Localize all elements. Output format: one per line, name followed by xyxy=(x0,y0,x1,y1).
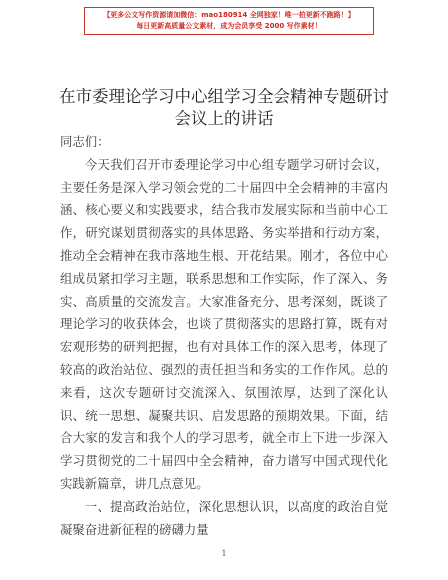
document-title-line1: 在市委理论学习中心组学习全会精神专题研讨 xyxy=(59,87,389,106)
body-paragraph-1: 今天我们召开市委理论学习中心组专题学习研讨会议，主要任务是深入学习领会党的二十届四中全会精神的丰富内涵、核心要义和实践要求，结合我市发展实际和当前中心工作，研究谋划贯彻落实的具体思路、务实举措和行动方案，推动全会精神在我市落地生根、开花结果。刚才，各位中心组成员紧扣学习主题，联系思想和工作实际，作了深入、务实、高质量的交流发言。大家准备充分、思考深刻，既谈了理论学习的收获体会，也谈了贯彻落实的思路打算，既有对宏观形势的研判把握，也有对具体工作的深入思考，体现了较高的政治站位、强烈的责任担当和务实的工作作风。总的来看，这次专题研讨交流深入、氛围浓厚，达到了深化认识、统一思想、凝聚共识、启发思路的预期效果。下面，结合大家的发言和我个人的学习思考，就全市上下进一步深入学习贯彻党的二十届四中全会精神，奋力谱写中国式现代化实践新篇章，讲几点意见。 xyxy=(60,156,388,491)
promo-banner xyxy=(84,7,374,35)
document-title-line2: 会议上的讲话 xyxy=(174,109,274,128)
promo-banner-line1: 【更多公文写作资源请加微信：mao180914 全网独家！唯一拍更新不跑路！】 xyxy=(103,11,355,19)
document-body xyxy=(60,131,388,541)
page-number: 1 xyxy=(221,549,227,558)
document-title xyxy=(40,86,408,130)
section-heading-1: 一、提高政治站位，深化思想认识，以高度的政治自觉凝聚奋进新征程的磅礴力量 xyxy=(60,498,388,537)
salutation: 同志们： xyxy=(60,134,110,149)
promo-banner-line2: 每日更新高质量公文素材，成为会员享受 2000 写作素材！ xyxy=(136,22,322,30)
